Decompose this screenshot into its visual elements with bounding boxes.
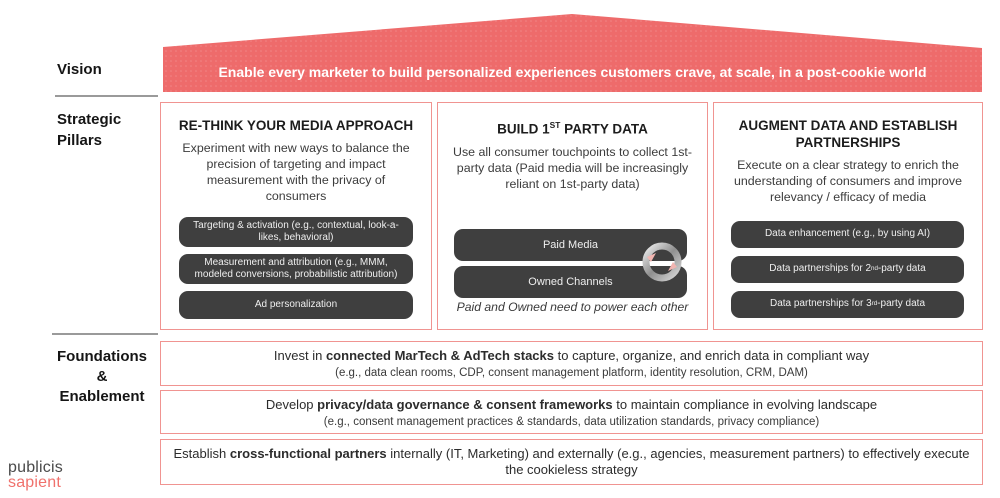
cycle-arrows-icon [637,237,687,287]
vision-banner-text: Enable every marketer to build personalized experiences customers crave, at scale, in a post-cookie world [218,64,927,80]
foundation-row-main-text: Invest in connected MarTech & AdTech stacks to capture, organize, and enrich data in compliant way [273,348,870,363]
vision-divider [55,95,158,97]
foundations-enablement-label [46,347,158,407]
pill-targeting-activation: Targeting & activation (e.g., contextual, look-a-likes, behavioral) [179,217,413,247]
pillar-description: Use all consumer touchpoints to collect 1st-party data (Paid media will be increasingly reliant on 1st-party data) [453,144,692,191]
pill-paid-media: Paid Media [454,229,687,261]
logo-publicis: publicis [8,459,63,476]
foundation-row-main-text: Develop privacy/data governance & consent frameworks to maintain compliance in evolving landscape [265,396,878,412]
strategic-label-line1: Strategic [57,111,122,128]
paid-owned-caption: Paid and Owned need to power each other [456,300,689,314]
pill-ad-personalization: Ad personalization [179,291,413,319]
pillar-description: Experiment with new ways to balance the precision of targeting and impact measurement with the privacy of consumers [182,141,410,203]
foundations-label-line2: & [96,368,108,385]
foundations-label-line1: Foundations [57,348,147,365]
pillar-title: AUGMENT DATA AND ESTABLISH PARTNERSHIPS [738,118,958,150]
pillar-box-first-party-data [437,102,708,330]
pillar-description: Execute on a clear strategy to enrich the understanding of consumers and improve relevancy / efficacy of media [734,158,962,204]
foundations-divider [52,333,158,335]
publicis-sapient-logo [8,460,63,490]
foundation-row-main-text: Establish cross-functional partners internally (IT, Marketing) and externally (e.g., agencies, measurement partners) to effectively execute the cookieless strategy [173,446,970,477]
strategic-label-line2: Pillars [57,132,103,149]
pill-third-party-data: Data partnerships for 3 rd -party data [731,291,964,318]
pill-second-party-data: Data partnerships for 2 nd -party data [731,256,964,283]
pillar-box-rethink-media [160,102,432,330]
strategic-pillars-label [57,109,121,151]
pillar-box-augment-data [713,102,983,330]
pill-measurement-attribution: Measurement and attribution (e.g., MMM, modeled conversions, probabilistic attribution) [179,254,413,284]
foundation-row-privacy-governance [160,390,983,434]
foundation-row-examples: (e.g., consent management practices & standards, data utilization standards, privacy compliance) [323,415,820,428]
vision-row-label: Vision [57,61,102,78]
pillar-title: RE-THINK YOUR MEDIA APPROACH [178,118,414,133]
pill-data-enhancement: Data enhancement (e.g., by using AI) [731,221,964,248]
pillar-title: BUILD 1ST PARTY DATA [497,120,648,137]
foundations-label-line3: Enablement [59,388,145,405]
foundation-row-martech-adtech [160,341,983,386]
foundation-row-cross-functional [160,439,983,485]
logo-sapient: sapient [8,474,61,491]
pill-owned-channels: Owned Channels [454,266,687,298]
foundation-row-examples: (e.g., data clean rooms, CDP, consent management platform, identity resolution, CRM, DAM) [335,367,808,379]
